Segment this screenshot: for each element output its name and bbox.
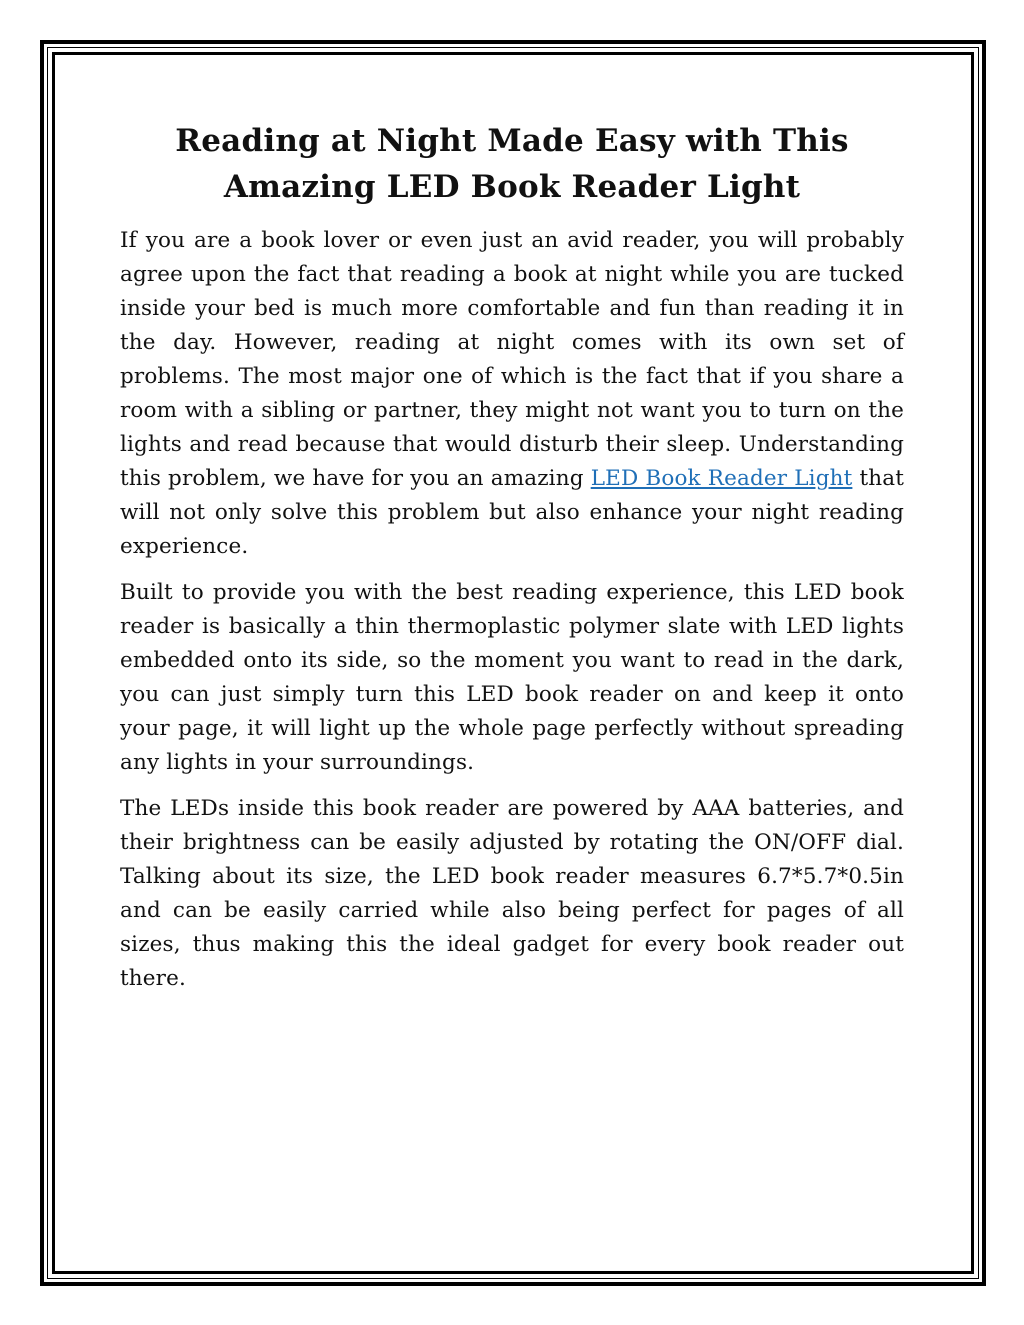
- paragraph-1: [120, 224, 904, 564]
- paragraph-1-text-start: If you are a book lover or even just an avid reader, you will probably agree upon the fact that reading a book at night while you are tucked inside your bed is much more comfortable and fun than reading it in the day. However, reading at night comes with its own set of problems. The most major one of which is the fact that if you share a room with a sibling or partner, they might not want you to turn on the lights and read because that would disturb their sleep. Understanding this problem, we have for you an amazing: [120, 228, 904, 491]
- paragraph-1-text-end: that will not only solve this problem but also enhance your night reading experience.: [120, 466, 904, 559]
- paragraph-3: The LEDs inside this book reader are powered by AAA batteries, and their brightness can be easily adjusted by rotating the ON/OFF dial. Talking about its size, the LED book reader measures 6.7*5.7*0.5in and can be easily carried while also being perfect for pages of all sizes, thus making this the ideal gadget for every book reader out there.: [120, 796, 904, 991]
- paragraph-2: Built to provide you with the best reading experience, this LED book reader is basically a thin thermoplastic polymer slate with LED lights embedded onto its side, so the moment you want to read in the dark, you can just simply turn this LED book reader on and keep it onto your page, it will light up the whole page perfectly without spreading any lights in your surroundings.: [120, 580, 904, 775]
- document-body: [120, 118, 904, 1008]
- document-title: Reading at Night Made Easy with This Amazing LED Book Reader Light: [175, 123, 849, 205]
- led-book-reader-light-link[interactable]: LED Book Reader Light: [590, 466, 853, 491]
